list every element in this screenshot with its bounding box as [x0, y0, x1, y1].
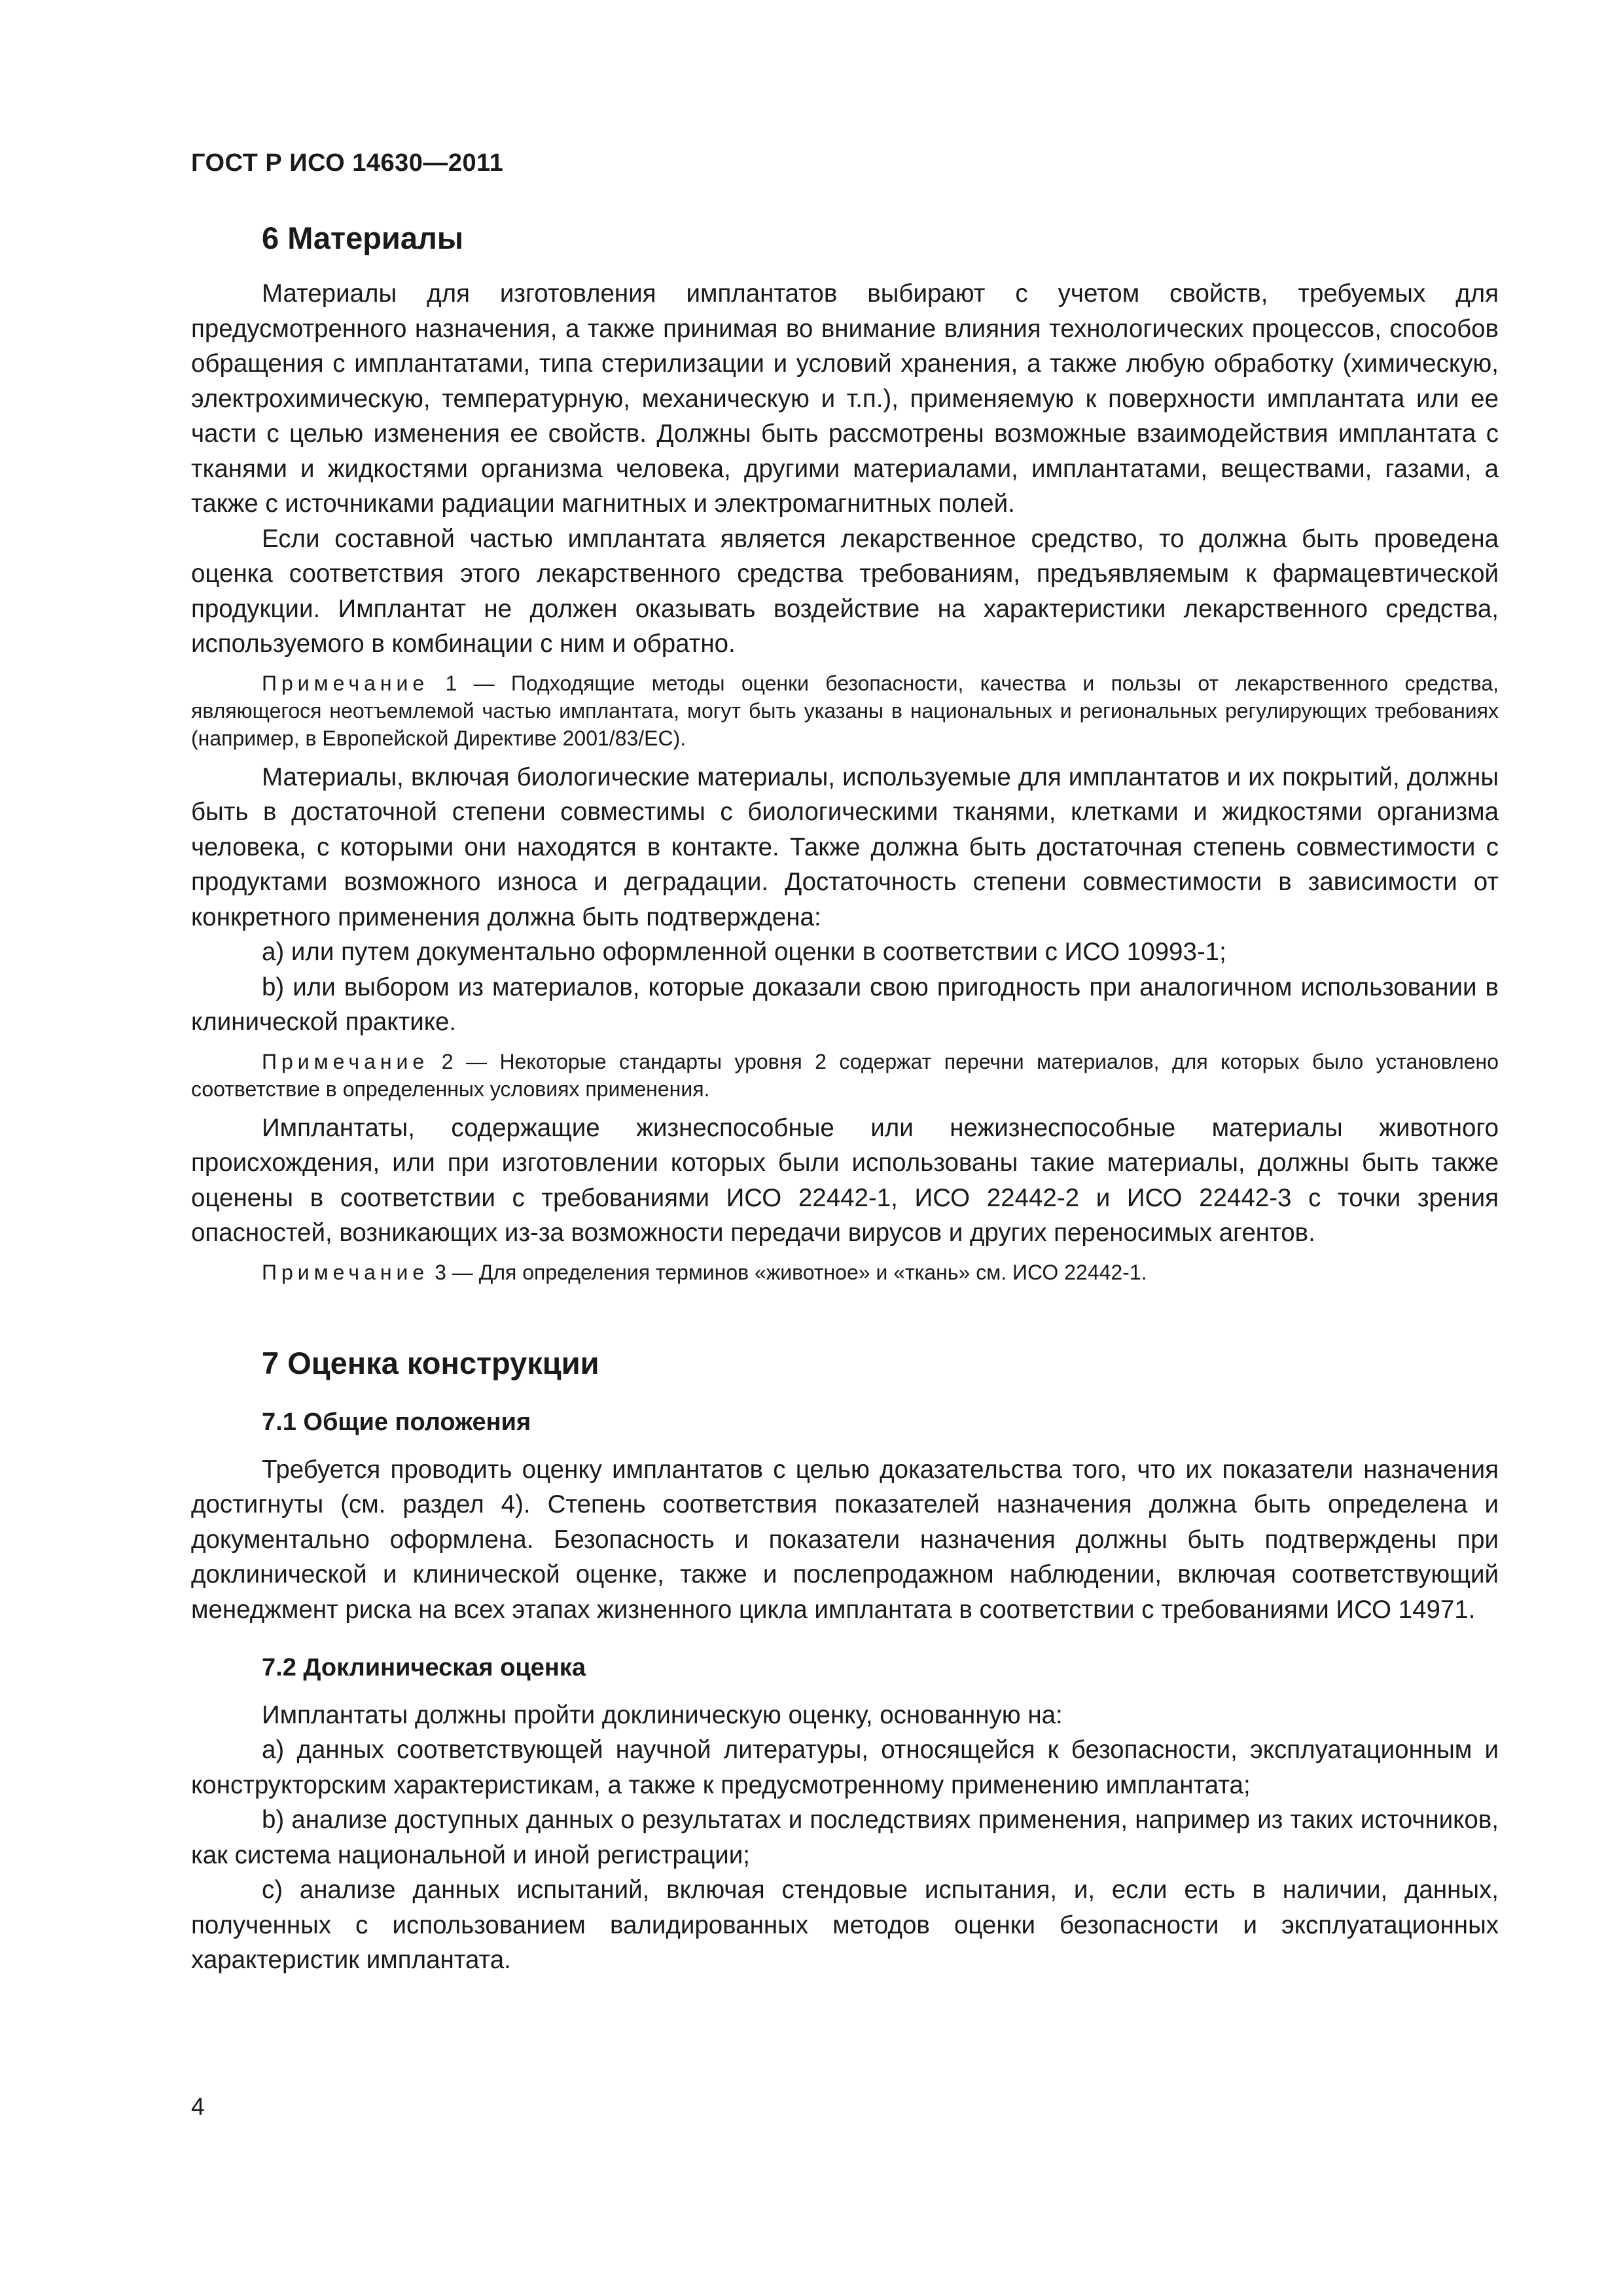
note-2 [191, 1048, 1499, 1103]
section-6-paragraph-2: Если составной частью имплантата является лекарственное средство, то должна быть проведена оценка соответствия этого лекарственного средства требованиям, предъявляемым к фармацевтической продукции. Имплантат не должен оказывать воздействие на характеристики лекарственного средства, используемого в комбинации с ним и обратно. [191, 524, 1499, 658]
list-item-b: b) или выбором из материалов, которые доказали свою пригодность при аналогичном использовании в клинической практике. [191, 973, 1499, 1037]
section-7-1-title: 7.1 Общие положения [262, 1408, 531, 1437]
list-item-a: a) данных соответствующей научной литературы, относящейся к безопасности, эксплуатационным и конструкторским характеристикам, а также к предусмотренному применению имплантата; [191, 1736, 1499, 1799]
section-6-paragraph-3: Материалы, включая биологические материалы, используемые для имплантатов и их покрытий, должны быть в достаточной степени совместимы с биологическими тканями, клетками и жидкостями организма человека, с которыми они находятся в контакте. Также должна быть достаточная степень совместимости с продуктами возможного износа и деградации. Достаточность степени совместимости в зависимости от конкретного применения должна быть подтверждена: [191, 762, 1499, 931]
list-item-a: a) или путем документально оформленной оценки в соответствии с ИСО 10993-1; [262, 938, 1226, 967]
document-page [191, 0, 1499, 2296]
section-7-2-title: 7.2 Доклиническая оценка [262, 1654, 586, 1682]
list-item-b: b) анализе доступных данных о результатах и последствиях применения, например из таких источников, как система национальной и иной регистрации; [191, 1806, 1499, 1869]
note-3 [191, 1259, 1499, 1286]
note-text: 2 — Некоторые стандарты уровня 2 содержат перечни материалов, для которых было установлено соответствие в определенных условиях применения. [191, 1049, 1499, 1101]
note-text: 1 — Подходящие методы оценки безопасности, качества и пользы от лекарственного средства, являющегося неотъемлемой частью имплантата, могут быть указаны в национальных и региональных регулирующих требованиях (например, в Европейской Директиве 2001/83/ЕС). [191, 671, 1499, 750]
section-7-2-intro: Имплантаты должны пройти доклиническую оценку, основанную на: [262, 1700, 1063, 1729]
note-label: Примечание [262, 1049, 429, 1073]
note-label: Примечание [262, 671, 429, 695]
section-6-paragraph-4: Имплантаты, содержащие жизнеспособные или нежизнеспособные материалы животного происхождения, или при изготовлении которых были использованы такие материалы, должны быть также оценены в соответствии с требованиями ИСО 22442-1, ИСО 22442-2 и ИСО 22442-3 с точки зрения опасностей, возникающих из-за возможности передачи вирусов и других переносимых агентов. [191, 1113, 1499, 1247]
list-item-c: c) анализе данных испытаний, включая стендовые испытания, и, если есть в наличии, данных, полученных с использованием валидированных методов оценки безопасности и эксплуатационных характеристик имплантата. [191, 1876, 1499, 1975]
section-7-title: 7 Оценка конструкции [262, 1345, 599, 1380]
section-6-title: 6 Материалы [262, 221, 463, 255]
section-6-paragraph-1: Материалы для изготовления имплантатов выбирают с учетом свойств, требуемых для предусмотренного назначения, а также принимая во внимание влияния технологических процессов, способов обращения с имплантатами, типа стерилизации и условий хранения, а также любую обработку (химическую, электрохимическую, температурную, механическую и т.п.), применяемую к поверхности имплантата или ее части с целью изменения ее свойств. Должны быть рассмотрены возможные взаимодействия имплантата с тканями и жидкостями организма человека, другими материалами, имплантатами, веществами, газами, а также с источниками радиации магнитных и электромагнитных полей. [191, 279, 1499, 518]
note-1 [191, 670, 1499, 752]
note-label: Примечание [262, 1260, 429, 1284]
section-7-1-paragraph: Требуется проводить оценку имплантатов с целью доказательства того, что их показатели назначения достигнуты (см. раздел 4). Степень соответствия показателей назначения должна быть определена и документально оформлена. Безопасность и показатели назначения должны быть подтверждены при доклинической и клинической оценке, также и послепродажном наблюдении, включая соответствующий менеджмент риска на всех этапах жизненного цикла имплантата в соответствии с требованиями ИСО 14971. [191, 1455, 1499, 1624]
document-header: ГОСТ Р ИСО 14630—2011 [191, 149, 504, 177]
page-number: 4 [191, 2093, 205, 2120]
note-text: 3 — Для определения терминов «животное» и «ткань» см. ИСО 22442-1. [429, 1260, 1147, 1284]
page-content [191, 220, 1499, 1978]
